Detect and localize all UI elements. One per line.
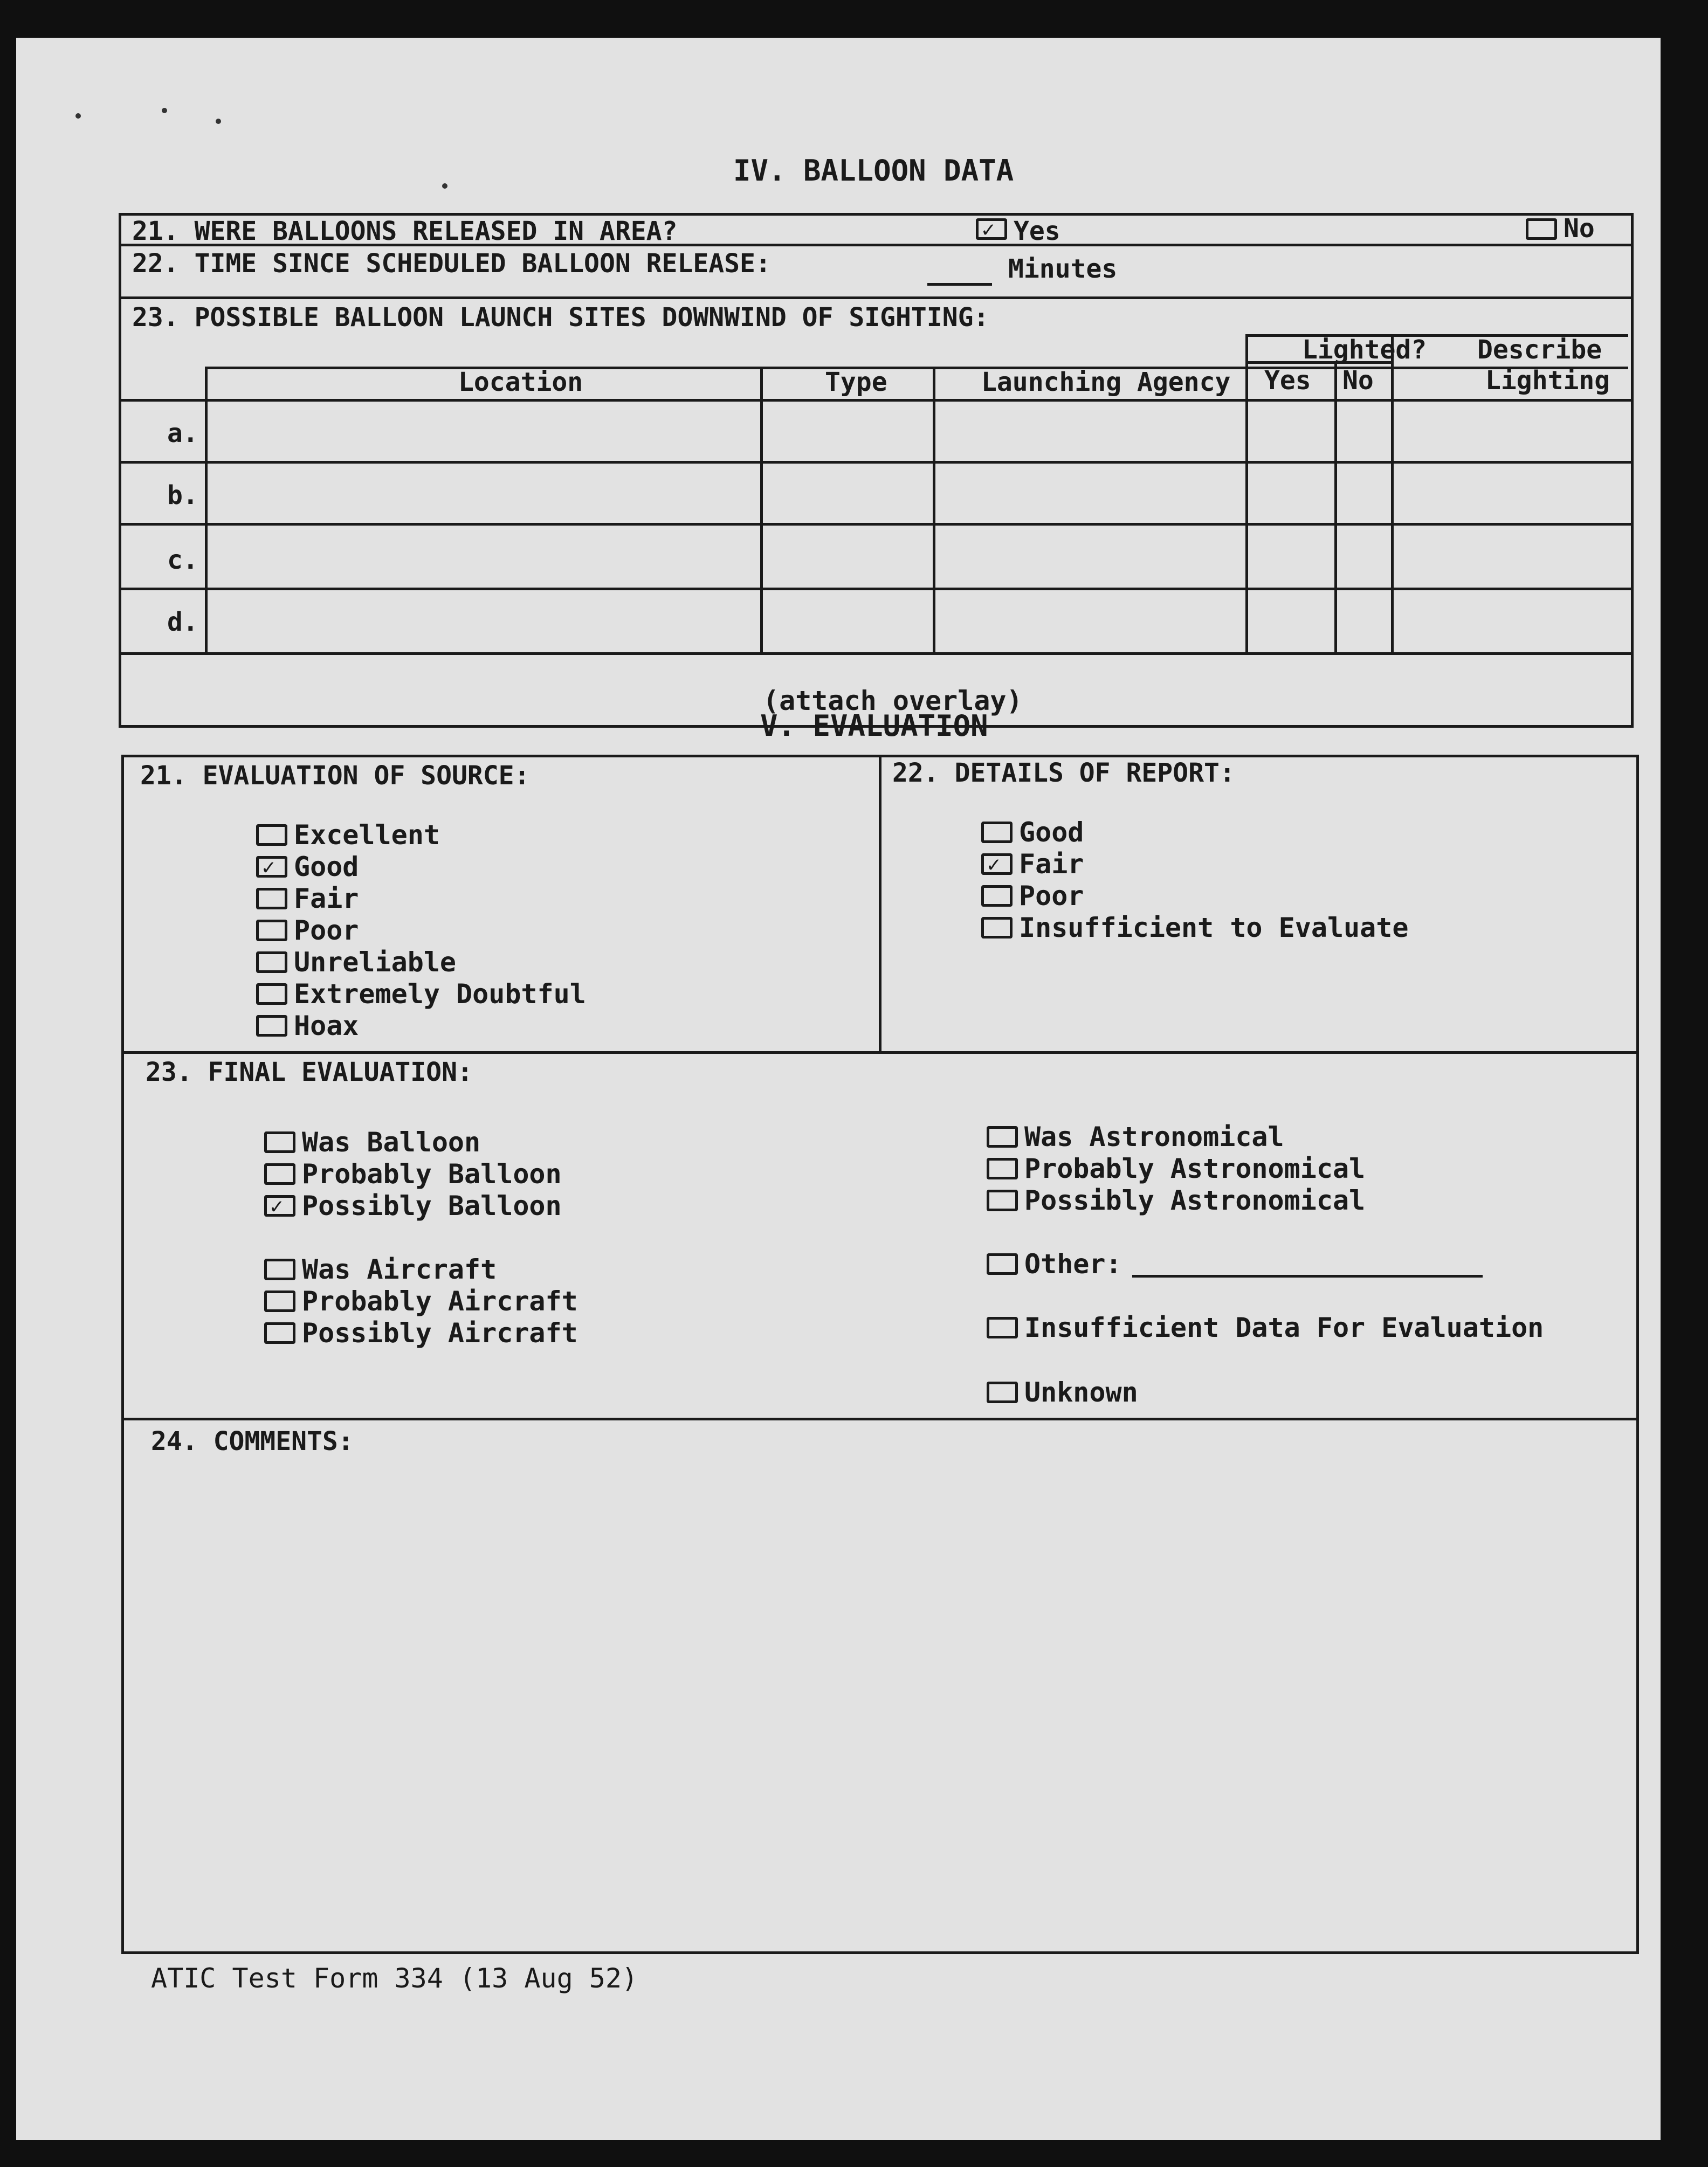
source-checkbox-poor[interactable] bbox=[256, 920, 287, 941]
column-line bbox=[933, 367, 935, 652]
type-header: Type bbox=[825, 367, 887, 397]
q23-final-evaluation-label: 23. FINAL EVALUATION: bbox=[146, 1057, 473, 1087]
final-checkbox-other[interactable] bbox=[987, 1253, 1018, 1275]
final-option-probably-balloon[interactable] bbox=[264, 1158, 562, 1190]
check-mark-icon: ✓ bbox=[270, 1194, 284, 1219]
speck bbox=[216, 119, 221, 124]
final-checkbox-probably-astronomical[interactable] bbox=[987, 1158, 1018, 1179]
attach-overlay-note: (attach overlay) bbox=[763, 685, 1023, 716]
final-option-insufficient-data-for-evaluation[interactable] bbox=[987, 1312, 1544, 1343]
details-option-insufficient-to-evaluate[interactable] bbox=[981, 912, 1408, 943]
q21-yes-label: Yes bbox=[1014, 216, 1060, 246]
final-checkbox-probably-aircraft[interactable] bbox=[264, 1290, 295, 1312]
final-checkbox-possibly-astronomical[interactable] bbox=[987, 1190, 1018, 1211]
details-checkbox-good[interactable] bbox=[981, 822, 1013, 843]
final-option-probably-astronomical[interactable] bbox=[987, 1153, 1365, 1184]
final-checkbox-unknown[interactable] bbox=[987, 1382, 1018, 1403]
column-line bbox=[1391, 334, 1394, 652]
divider bbox=[879, 755, 881, 1051]
launching-agency-header: Launching Agency bbox=[981, 367, 1231, 397]
row-divider bbox=[119, 588, 1634, 590]
q22-time-since-release-label: 22. TIME SINCE SCHEDULED BALLOON RELEASE: bbox=[132, 249, 771, 279]
q24-comments-label: 24. COMMENTS: bbox=[151, 1426, 354, 1457]
speck bbox=[162, 108, 167, 113]
final-option-unknown[interactable] bbox=[987, 1377, 1138, 1408]
details-option-fair[interactable] bbox=[981, 848, 1084, 880]
comments-area[interactable] bbox=[156, 1466, 1612, 1924]
source-option-unreliable[interactable] bbox=[256, 947, 456, 978]
final-option-label: Possibly Astronomical bbox=[1024, 1185, 1366, 1216]
lighted-subheader-line bbox=[1245, 361, 1391, 364]
check-mark-icon: ✓ bbox=[262, 855, 276, 880]
divider bbox=[119, 244, 1634, 246]
section-title-balloon: IV. BALLOON DATA bbox=[733, 154, 1014, 188]
row-label-b: b. bbox=[167, 480, 198, 510]
final-option-label: Possibly Balloon bbox=[302, 1190, 562, 1221]
table-header-bottom-line bbox=[119, 399, 1634, 402]
table-bottom-line bbox=[119, 652, 1634, 655]
lighted-yes-header: Yes bbox=[1264, 365, 1311, 396]
speck bbox=[442, 183, 447, 189]
q21-no-label: No bbox=[1564, 213, 1595, 244]
other-evaluation-input[interactable] bbox=[1132, 1275, 1483, 1278]
source-option-label: Poor bbox=[294, 915, 359, 946]
row-label-c: c. bbox=[167, 545, 198, 575]
source-checkbox-extremely-doubtful[interactable] bbox=[256, 983, 287, 1005]
divider bbox=[121, 1051, 1639, 1054]
row-label-a: a. bbox=[167, 418, 198, 448]
source-option-label: Fair bbox=[294, 883, 359, 914]
final-option-label: Unknown bbox=[1024, 1377, 1138, 1408]
final-option-was-astronomical[interactable] bbox=[987, 1121, 1284, 1152]
source-option-label: Unreliable bbox=[294, 947, 457, 978]
source-option-fair[interactable] bbox=[256, 883, 359, 914]
row-divider bbox=[119, 461, 1634, 464]
source-option-hoax[interactable] bbox=[256, 1010, 359, 1041]
source-option-poor[interactable] bbox=[256, 915, 359, 946]
q21-yes-checkbox[interactable] bbox=[976, 218, 1007, 240]
describe-lighting-header: Lighting bbox=[1485, 365, 1610, 396]
q21-no-checkbox[interactable] bbox=[1526, 218, 1557, 240]
final-option-probably-aircraft[interactable] bbox=[264, 1286, 578, 1317]
lighted-header: Lighted? bbox=[1302, 335, 1427, 365]
final-checkbox-was-aircraft[interactable] bbox=[264, 1259, 295, 1280]
final-option-label: Probably Balloon bbox=[302, 1158, 562, 1190]
form-id-footer: ATIC Test Form 334 (13 Aug 52) bbox=[151, 1963, 638, 1994]
final-option-label: Was Aircraft bbox=[302, 1254, 497, 1285]
source-checkbox-fair[interactable] bbox=[256, 888, 287, 909]
final-checkbox-was-balloon[interactable] bbox=[264, 1131, 295, 1153]
row-label-d: d. bbox=[167, 607, 198, 637]
final-option-label: Probably Astronomical bbox=[1024, 1153, 1366, 1184]
source-checkbox-hoax[interactable] bbox=[256, 1015, 287, 1037]
final-checkbox-was-astronomical[interactable] bbox=[987, 1126, 1018, 1148]
final-option-label: Probably Aircraft bbox=[302, 1286, 578, 1317]
final-option-was-aircraft[interactable] bbox=[264, 1254, 497, 1285]
source-option-label: Excellent bbox=[294, 819, 440, 851]
describe-header: Describe bbox=[1477, 335, 1602, 365]
table-header-top-line bbox=[205, 367, 1628, 369]
row-divider bbox=[119, 523, 1634, 526]
final-option-label: Other: bbox=[1024, 1248, 1122, 1280]
final-checkbox-insufficient-data-for-evaluation[interactable] bbox=[987, 1317, 1018, 1338]
final-option-possibly-balloon[interactable] bbox=[264, 1190, 562, 1221]
final-option-possibly-astronomical[interactable] bbox=[987, 1185, 1365, 1216]
final-option-possibly-aircraft[interactable] bbox=[264, 1317, 578, 1349]
source-checkbox-good[interactable] bbox=[256, 856, 287, 878]
source-option-good[interactable] bbox=[256, 851, 359, 882]
final-checkbox-possibly-aircraft[interactable] bbox=[264, 1322, 295, 1344]
speck bbox=[75, 113, 81, 119]
q23-launch-sites-label: 23. POSSIBLE BALLOON LAUNCH SITES DOWNWIND OF SIGHTING: bbox=[132, 302, 989, 333]
q21-evaluation-of-source-label: 21. EVALUATION OF SOURCE: bbox=[140, 761, 530, 791]
source-option-excellent[interactable] bbox=[256, 819, 440, 851]
launch-sites-table bbox=[119, 329, 1634, 728]
q22-minutes-input[interactable] bbox=[927, 283, 992, 286]
final-checkbox-possibly-balloon[interactable] bbox=[264, 1195, 295, 1217]
q21-balloons-released-label: 21. WERE BALLOONS RELEASED IN AREA? bbox=[132, 216, 678, 246]
form-sheet bbox=[16, 38, 1661, 2140]
source-option-extremely-doubtful[interactable] bbox=[256, 978, 586, 1010]
details-option-poor[interactable] bbox=[981, 880, 1084, 912]
source-option-label: Good bbox=[294, 851, 359, 882]
column-line bbox=[1245, 334, 1248, 652]
divider bbox=[121, 1418, 1639, 1420]
details-option-label: Good bbox=[1019, 817, 1084, 848]
lighted-no-header: No bbox=[1342, 365, 1374, 396]
final-option-label: Insufficient Data For Evaluation bbox=[1024, 1312, 1544, 1343]
details-checkbox-poor[interactable] bbox=[981, 885, 1013, 907]
divider bbox=[119, 296, 1634, 299]
location-header: Location bbox=[458, 367, 583, 397]
details-option-label: Poor bbox=[1019, 880, 1084, 912]
q22-minutes-label: Minutes bbox=[1008, 254, 1118, 284]
final-option-label: Was Astronomical bbox=[1024, 1121, 1284, 1152]
final-option-was-balloon[interactable] bbox=[264, 1127, 480, 1158]
check-mark-icon: ✓ bbox=[982, 217, 995, 242]
details-option-label: Fair bbox=[1019, 848, 1084, 880]
final-option-label: Was Balloon bbox=[302, 1127, 481, 1158]
details-checkbox-fair[interactable] bbox=[981, 853, 1013, 875]
source-checkbox-excellent[interactable] bbox=[256, 824, 287, 846]
column-line bbox=[760, 367, 763, 652]
q22-details-of-report-label: 22. DETAILS OF REPORT: bbox=[892, 758, 1235, 788]
source-option-label: Hoax bbox=[294, 1010, 359, 1041]
details-checkbox-insufficient-to-evaluate[interactable] bbox=[981, 917, 1013, 938]
section-title-evaluation: V. EVALUATION bbox=[760, 709, 988, 743]
details-option-good[interactable] bbox=[981, 817, 1084, 848]
final-option-label: Possibly Aircraft bbox=[302, 1317, 578, 1349]
source-option-label: Extremely Doubtful bbox=[294, 978, 586, 1010]
check-mark-icon: ✓ bbox=[987, 852, 1001, 877]
source-checkbox-unreliable[interactable] bbox=[256, 951, 287, 973]
final-option-other[interactable] bbox=[987, 1248, 1122, 1280]
details-option-label: Insufficient to Evaluate bbox=[1019, 912, 1409, 943]
column-line bbox=[1334, 361, 1337, 652]
column-line bbox=[205, 367, 208, 652]
final-checkbox-probably-balloon[interactable] bbox=[264, 1163, 295, 1185]
